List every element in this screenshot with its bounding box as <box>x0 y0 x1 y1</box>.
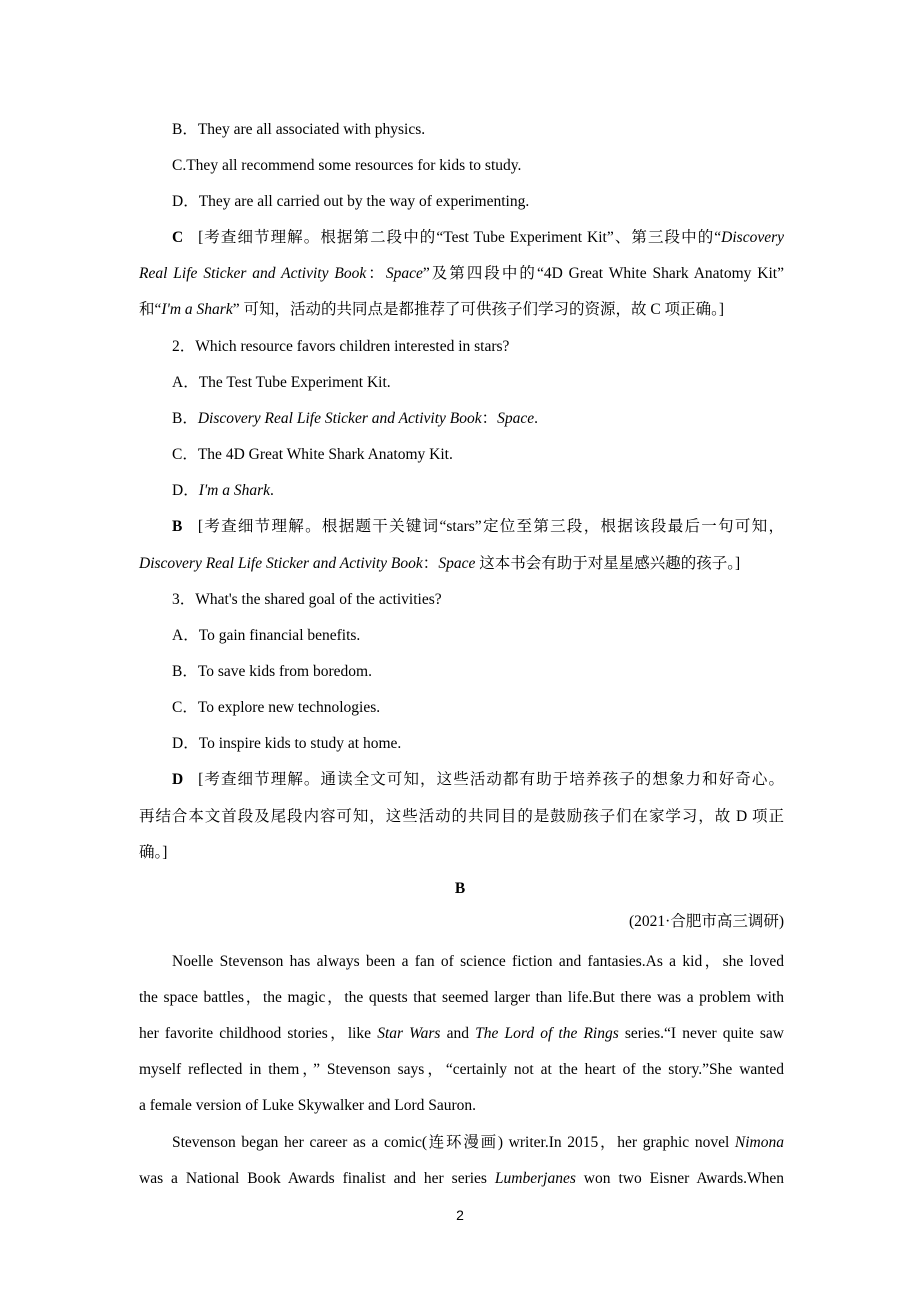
q2-answer-line-2 <box>139 554 784 574</box>
answer-italic: Space <box>438 555 476 572</box>
option-letter: C． <box>172 446 198 463</box>
q2-answer-line-1 <box>172 517 784 537</box>
option-text: They are all carried out by the way of experimenting. <box>198 193 530 210</box>
option-text: . <box>534 410 539 427</box>
option-text: ： <box>481 410 498 427</box>
passage-p2-line-1 <box>172 1133 784 1153</box>
option-text: To save kids from boredom. <box>197 663 372 680</box>
option-letter: A． <box>172 627 199 644</box>
answer-text: [考查细节理解。通读全文可知，这些活动都有助于培养孩子的想象力和好奇心。 <box>198 771 784 788</box>
answer-letter: C <box>172 229 184 246</box>
option-letter: D． <box>172 482 199 499</box>
answer-text: 这本书会有助于对星星感兴趣的孩子。] <box>475 555 741 572</box>
option-text: To explore new technologies. <box>197 699 381 716</box>
q2-option-d <box>172 481 784 501</box>
option-letter: D． <box>172 735 199 752</box>
answer-text: ”及第四段中的“4D Great White Shark Anatomy Kit” <box>422 265 784 282</box>
passage-text: Stevenson began her career as a comic(连环漫画) writer.In 2015，her graphic novel <box>172 1134 735 1151</box>
passage-title-italic: Star Wars <box>377 1025 441 1042</box>
q2-option-c <box>172 445 784 465</box>
option-letter: C. <box>172 157 187 174</box>
page-number: 2 <box>456 1207 464 1223</box>
option-letter: D． <box>172 193 199 210</box>
option-letter: B． <box>172 121 198 138</box>
option-text: Discovery Real Life Sticker and Activity Book <box>197 410 482 427</box>
answer-italic: Discovery <box>721 229 784 246</box>
option-text: Space <box>497 410 535 427</box>
section-source: (2021·合肥市高三调研) <box>629 913 784 930</box>
passage-text: was a National Book Awards finalist and her series <box>139 1170 495 1187</box>
passage-p2-line-2 <box>139 1169 784 1189</box>
answer-letter: D <box>172 771 184 788</box>
passage-text: and <box>440 1025 476 1042</box>
answer-text: [考查细节理解。根据题干关键词“stars”定位至第三段，根据该段最后一句可知， <box>197 518 784 535</box>
option-text: The 4D Great White Shark Anatomy Kit. <box>197 446 453 463</box>
answer-italic: Space <box>385 265 423 282</box>
passage-text: won two Eisner Awards.When <box>575 1170 785 1187</box>
passage-title-italic: The Lord of the Rings <box>475 1025 619 1042</box>
option-text: They all recommend some resources for kids to study. <box>186 157 522 174</box>
option-text: To gain financial benefits. <box>198 627 361 644</box>
q1-answer-line-2 <box>139 264 784 284</box>
q3-option-d <box>172 734 784 754</box>
passage-text: her favorite childhood stories，like <box>139 1025 378 1042</box>
q2-option-b <box>172 409 784 429</box>
passage-text: series.“I never quite saw <box>618 1025 784 1042</box>
option-text: To inspire kids to study at home. <box>198 735 402 752</box>
answer-text: ： <box>366 265 386 282</box>
q1-option-c <box>172 156 784 176</box>
q1-option-b <box>172 120 784 140</box>
passage-p1-line-1: Noelle Stevenson has always been a fan of science fiction and fantasies.As a kid，she loved <box>172 953 784 970</box>
answer-text: [考查细节理解。根据第二段中的“Test Tube Experiment Kit”、第三段中的“ <box>198 229 722 246</box>
q3-option-b <box>172 662 784 682</box>
q3-option-a <box>172 626 784 646</box>
passage-p1-line-5: a female version of Luke Skywalker and Lord Sauron. <box>139 1097 477 1114</box>
option-text: I'm a Shark <box>198 482 271 499</box>
q3-question: 3．What's the shared goal of the activities? <box>172 591 442 608</box>
answer-letter: B <box>172 518 183 535</box>
q3-answer-line-2: 再结合本文首段及尾段内容可知，这些活动的共同目的是鼓励孩子们在家学习，故 D 项正 <box>139 808 784 825</box>
answer-text: 和“ <box>139 301 162 318</box>
passage-title-italic: Nimona <box>734 1134 784 1151</box>
q2-question: 2．Which resource favors children interested in stars? <box>172 338 510 355</box>
answer-italic: Real Life Sticker and Activity Book <box>139 265 367 282</box>
section-title: B <box>454 880 466 897</box>
option-text: The Test Tube Experiment Kit. <box>198 374 391 391</box>
option-letter: A． <box>172 374 199 391</box>
q3-answer-line-3: 确。] <box>139 844 168 861</box>
passage-p1-line-3 <box>139 1024 784 1044</box>
q3-option-c <box>172 698 784 718</box>
passage-p1-line-4: myself reflected in them，” Stevenson says，“certainly not at the heart of the story.”She wanted <box>139 1061 784 1078</box>
option-text: They are all associated with physics. <box>197 121 426 138</box>
q2-option-a <box>172 373 784 393</box>
option-letter: B． <box>172 663 198 680</box>
option-letter: B． <box>172 410 198 427</box>
answer-italic: I'm a Shark <box>161 301 233 318</box>
passage-p1-line-2: the space battles，the magic，the quests that seemed larger than life.But there was a problem with <box>139 989 784 1006</box>
q1-answer-line-3 <box>139 300 784 320</box>
option-text: . <box>270 482 274 499</box>
option-letter: C． <box>172 699 198 716</box>
q1-answer-line-1 <box>172 228 784 248</box>
passage-title-italic: Lumberjanes <box>494 1170 576 1187</box>
q1-option-d <box>172 192 784 212</box>
answer-text: ： <box>422 555 439 572</box>
answer-text: ” 可知，活动的共同点是都推荐了可供孩子们学习的资源，故 C 项正确。] <box>232 301 724 318</box>
answer-italic: Discovery Real Life Sticker and Activity Book <box>139 555 423 572</box>
q3-answer-line-1 <box>172 770 784 790</box>
